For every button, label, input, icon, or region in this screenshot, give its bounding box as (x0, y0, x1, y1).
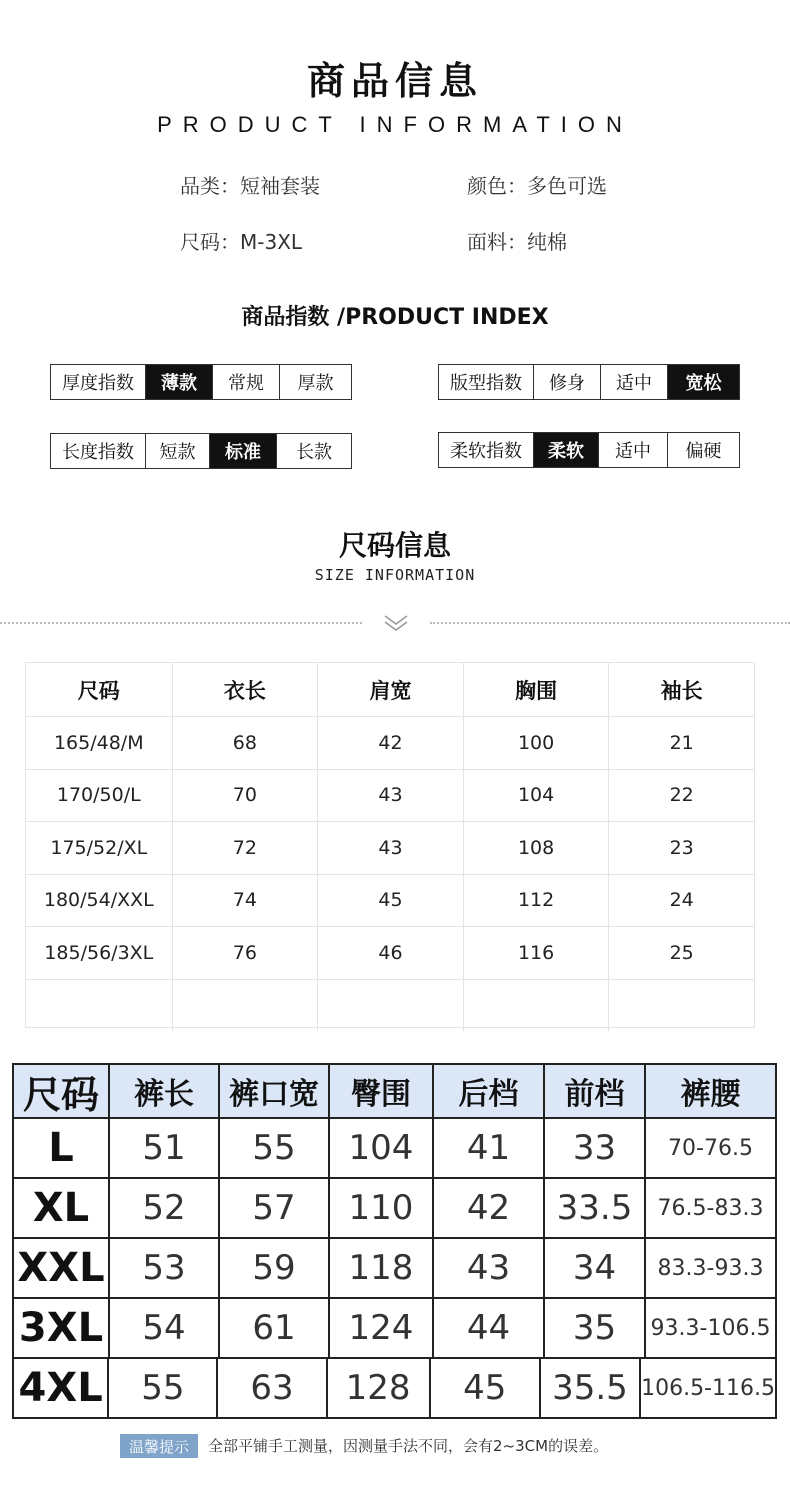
info-fabric-label: 面料 ： (467, 230, 527, 254)
index-length-label: 长度指数 (51, 434, 145, 468)
table-cell: 55 (218, 1119, 328, 1177)
table-row (14, 1297, 775, 1357)
page-subtitle: PRODUCT INFORMATION (157, 112, 633, 137)
index-length (50, 433, 352, 469)
tip-text: 全部平铺手工测量，因测量手法不同，会有2~3CM的误差。 (208, 1437, 609, 1455)
table-cell: 33 (543, 1119, 644, 1177)
top-table-header-cell: 衣长 (172, 663, 318, 716)
index-softness (438, 432, 740, 468)
pants-table-header-cell: 裤腰 (644, 1065, 775, 1117)
index-fit-option: 修身 (533, 365, 600, 399)
table-cell: 104 (463, 770, 609, 822)
table-cell: 51 (108, 1119, 218, 1177)
table-cell: 45 (317, 875, 463, 927)
table-cell: 128 (326, 1359, 429, 1417)
index-length-option: 标准 (209, 434, 276, 468)
index-fit-label: 版型指数 (439, 365, 533, 399)
table-cell: 41 (432, 1119, 543, 1177)
index-thickness-label: 厚度指数 (51, 365, 145, 399)
table-cell (26, 980, 172, 1032)
table-row (14, 1357, 775, 1417)
table-cell: 22 (608, 770, 754, 822)
table-cell: 44 (432, 1299, 543, 1357)
info-color (467, 170, 607, 199)
pants-size-table (12, 1063, 777, 1419)
table-cell: 45 (429, 1359, 539, 1417)
pants-table-header-cell: 臀围 (328, 1065, 432, 1117)
table-row (14, 1117, 775, 1177)
table-cell: 35 (543, 1299, 644, 1357)
double-chevron-down-icon (383, 612, 409, 634)
table-cell: 42 (317, 717, 463, 769)
size-info-title: 尺码信息 (338, 529, 451, 562)
index-fit-option: 宽松 (667, 365, 739, 399)
info-color-value: 多色可选 (527, 174, 607, 198)
index-length-option: 短款 (145, 434, 209, 468)
index-length-option: 长款 (276, 434, 351, 468)
table-cell: 116 (463, 927, 609, 979)
table-cell (317, 980, 463, 1032)
size-info-subtitle: SIZE INFORMATION (314, 566, 476, 584)
table-cell: 42 (432, 1179, 543, 1237)
info-category-label: 品类 ： (180, 174, 240, 198)
table-cell: 108 (463, 822, 609, 874)
top-table-header-cell: 尺码 (77, 678, 120, 703)
tip-badge: 温馨提示 (120, 1434, 198, 1458)
table-cell: XL (32, 1185, 90, 1231)
table-cell: 4XL (18, 1365, 103, 1411)
table-row (14, 1177, 775, 1237)
table-cell: 57 (218, 1179, 328, 1237)
info-size (180, 226, 302, 255)
table-cell: 70-76.5 (644, 1119, 775, 1177)
table-cell: 68 (172, 717, 318, 769)
table-cell: 61 (218, 1299, 328, 1357)
table-cell (608, 980, 754, 1032)
table-cell: 110 (328, 1179, 432, 1237)
table-row (26, 926, 754, 979)
table-cell: 23 (608, 822, 754, 874)
index-softness-label: 柔软指数 (439, 433, 533, 467)
info-fabric (467, 226, 567, 255)
table-cell: 54 (108, 1299, 218, 1357)
info-size-label: 尺码 ： (180, 230, 240, 254)
table-cell: 55 (107, 1359, 216, 1417)
table-row (26, 821, 754, 874)
table-row (26, 716, 754, 769)
page-title: 商品信息 (306, 59, 483, 103)
index-thickness-option: 厚款 (279, 365, 351, 399)
divider-right (430, 622, 790, 624)
table-cell: 74 (172, 875, 318, 927)
table-cell: 104 (328, 1119, 432, 1177)
index-softness-option: 适中 (598, 433, 667, 467)
table-cell: 59 (218, 1239, 328, 1297)
table-cell: 124 (328, 1299, 432, 1357)
table-row (26, 769, 754, 822)
table-cell: 180/54/XXL (43, 889, 154, 912)
table-row-empty (26, 979, 754, 1032)
table-cell: 93.3-106.5 (644, 1299, 775, 1357)
info-category (180, 170, 320, 199)
info-size-value: M-3XL (240, 230, 303, 254)
table-cell: XXL (17, 1245, 105, 1291)
table-cell (172, 980, 318, 1032)
table-cell: 46 (317, 927, 463, 979)
pants-table-header-cell: 裤长 (108, 1065, 218, 1117)
table-cell: L (48, 1125, 74, 1171)
table-cell: 21 (608, 717, 754, 769)
index-thickness-option: 常规 (212, 365, 279, 399)
table-cell: 35.5 (539, 1359, 639, 1417)
index-title: 商品指数 /PRODUCT INDEX (241, 305, 549, 330)
table-cell: 185/56/3XL (44, 941, 154, 964)
pants-table-header-cell: 裤口宽 (218, 1065, 328, 1117)
pants-table-header-row (14, 1065, 775, 1117)
top-table-header-row (26, 663, 754, 716)
top-table-header-cell: 胸围 (463, 663, 609, 716)
index-fit (438, 364, 740, 400)
table-cell: 76 (172, 927, 318, 979)
table-cell: 53 (108, 1239, 218, 1297)
table-cell: 72 (172, 822, 318, 874)
pants-table-header-cell: 尺码 (22, 1072, 99, 1117)
table-cell: 43 (317, 770, 463, 822)
top-size-table (25, 662, 755, 1028)
top-table-header-cell: 袖长 (608, 663, 754, 716)
pants-table-header-cell: 后档 (432, 1065, 543, 1117)
info-category-value: 短袖套装 (240, 174, 320, 198)
table-cell: 100 (463, 717, 609, 769)
info-fabric-value: 纯棉 (527, 230, 567, 254)
table-cell: 43 (432, 1239, 543, 1297)
table-row (26, 874, 754, 927)
table-cell: 112 (463, 875, 609, 927)
table-cell: 24 (608, 875, 754, 927)
table-cell: 25 (608, 927, 754, 979)
table-cell (463, 980, 609, 1032)
table-cell: 118 (328, 1239, 432, 1297)
index-fit-option: 适中 (600, 365, 667, 399)
table-row (14, 1237, 775, 1297)
divider-left (0, 622, 362, 624)
table-cell: 33.5 (543, 1179, 644, 1237)
table-cell: 165/48/M (53, 731, 144, 754)
table-cell: 170/50/L (56, 784, 141, 807)
table-cell: 70 (172, 770, 318, 822)
table-cell: 83.3-93.3 (644, 1239, 775, 1297)
pants-table-header-cell: 前档 (543, 1065, 644, 1117)
index-thickness-option: 薄款 (145, 365, 212, 399)
table-cell: 76.5-83.3 (644, 1179, 775, 1237)
index-softness-option: 柔软 (533, 433, 598, 467)
index-thickness (50, 364, 352, 400)
table-cell: 52 (108, 1179, 218, 1237)
table-cell: 175/52/XL (50, 836, 148, 859)
table-cell: 43 (317, 822, 463, 874)
table-cell: 106.5-116.5 (639, 1359, 775, 1417)
table-cell: 34 (543, 1239, 644, 1297)
table-cell: 63 (216, 1359, 325, 1417)
table-cell: 3XL (18, 1305, 104, 1351)
info-color-label: 颜色 ： (467, 174, 527, 198)
index-softness-option: 偏硬 (667, 433, 739, 467)
top-table-header-cell: 肩宽 (317, 663, 463, 716)
